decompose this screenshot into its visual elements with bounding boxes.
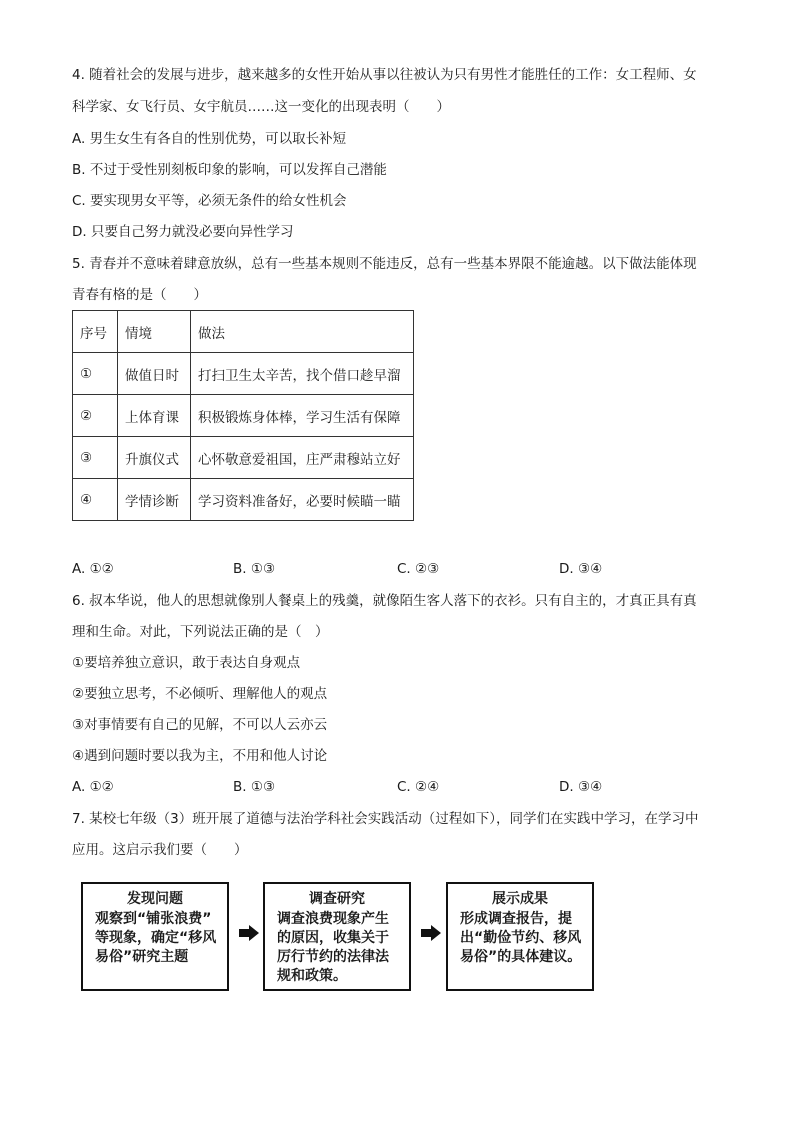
table-header-cell: 做法: [191, 311, 414, 353]
table-header-cell: 序号: [73, 311, 118, 353]
q6-statement-1: ①要培养独立意识，敢于表达自身观点: [72, 655, 301, 671]
flow-box-discover: [81, 882, 229, 991]
q5-option-d: D. ③④: [559, 561, 603, 577]
table-cell: 做值日时: [118, 353, 191, 395]
q7-stem-line2: 应用。这启示我们要（ ）: [72, 842, 248, 858]
table-cell: ①: [73, 353, 118, 395]
q4-option-a: A. 男生女生有各自的性别优势，可以取长补短: [72, 131, 347, 147]
q5-option-b: B. ①③: [233, 561, 276, 577]
flow-box-research: [263, 882, 411, 991]
q6-stem-line1: 6. 叔本华说，他人的思想就像别人餐桌上的残羹，就像陌生客人落下的衣衫。只有自主的，才真正具有真: [72, 593, 697, 609]
flow-box-body: 形成调查报告，提 出“勤俭节约、移风 易俗”的具体建议。: [460, 911, 582, 965]
q5-option-a: A. ①②: [72, 561, 114, 577]
table-cell: 心怀敬意爱祖国，庄严肃穆站立好: [191, 437, 414, 479]
q4-option-c: C. 要实现男女平等，必须无条件的给女性机会: [72, 193, 347, 209]
q5-stem-line1: 5. 青春并不意味着肆意放纵，总有一些基本规则不能违反，总有一些基本界限不能逾越。以下做法能体现: [72, 256, 697, 272]
table-row: [73, 437, 414, 479]
q6-statement-3: ③对事情要有自己的见解，不可以人云亦云: [72, 717, 328, 733]
q6-options: [72, 777, 722, 797]
q6-option-c: C. ②④: [397, 779, 440, 795]
flow-box-body: 观察到“铺张浪费” 等现象，确定“移风 易俗”研究主题: [95, 911, 217, 965]
table-cell: 学习资料准备好，必要时候瞄一瞄: [191, 479, 414, 521]
q4-option-d: D. 只要自己努力就没必要向异性学习: [72, 224, 294, 240]
arrow-right-icon: [421, 925, 441, 941]
flow-box-title: 展示成果: [492, 891, 548, 907]
q5-options: [72, 559, 722, 579]
table-cell: 学情诊断: [118, 479, 191, 521]
q6-stem-line2: 理和生命。对此，下列说法正确的是（ ）: [72, 624, 329, 640]
q7-stem-line1: 7. 某校七年级（3）班开展了道德与法治学科社会实践活动（过程如下），同学们在实践中学习，在学习中: [72, 811, 699, 827]
q6-option-a: A. ①②: [72, 779, 114, 795]
flow-box-title: 调查研究: [309, 891, 365, 907]
q4-stem-line2: 科学家、女飞行员、女宇航员……这一变化的出现表明（ ）: [72, 99, 450, 115]
table-cell: 上体育课: [118, 395, 191, 437]
table-cell: ②: [73, 395, 118, 437]
flow-box-results: [446, 882, 594, 991]
flow-box-title: 发现问题: [127, 891, 183, 907]
table-row: [73, 395, 414, 437]
q6-option-b: B. ①③: [233, 779, 276, 795]
table-cell: 打扫卫生太辛苦，找个借口趁早溜: [191, 353, 414, 395]
table-header-row: [73, 311, 414, 353]
arrow-right-icon: [239, 925, 259, 941]
q5-table: [72, 310, 414, 521]
table-header-cell: 情境: [118, 311, 191, 353]
q4-stem-line1: 4. 随着社会的发展与进步，越来越多的女性开始从事以往被认为只有男性才能胜任的工作：女工程师、女: [72, 67, 697, 83]
table-cell: 升旗仪式: [118, 437, 191, 479]
q6-option-d: D. ③④: [559, 779, 603, 795]
q6-statement-2: ②要独立思考，不必倾听、理解他人的观点: [72, 686, 328, 702]
table-cell: ③: [73, 437, 118, 479]
q4-option-b: B. 不过于受性别刻板印象的影响，可以发挥自己潜能: [72, 162, 387, 178]
q5-option-c: C. ②③: [397, 561, 440, 577]
table-row: [73, 353, 414, 395]
table-row: [73, 479, 414, 521]
q6-statement-4: ④遇到问题时要以我为主，不用和他人讨论: [72, 748, 328, 764]
table-cell: 积极锻炼身体棒，学习生活有保障: [191, 395, 414, 437]
q5-stem-line2: 青春有格的是（ ）: [72, 287, 207, 303]
flow-box-body: 调查浪费现象产生 的原因，收集关于 厉行节约的法律法 规和政策。: [277, 911, 389, 984]
table-cell: ④: [73, 479, 118, 521]
